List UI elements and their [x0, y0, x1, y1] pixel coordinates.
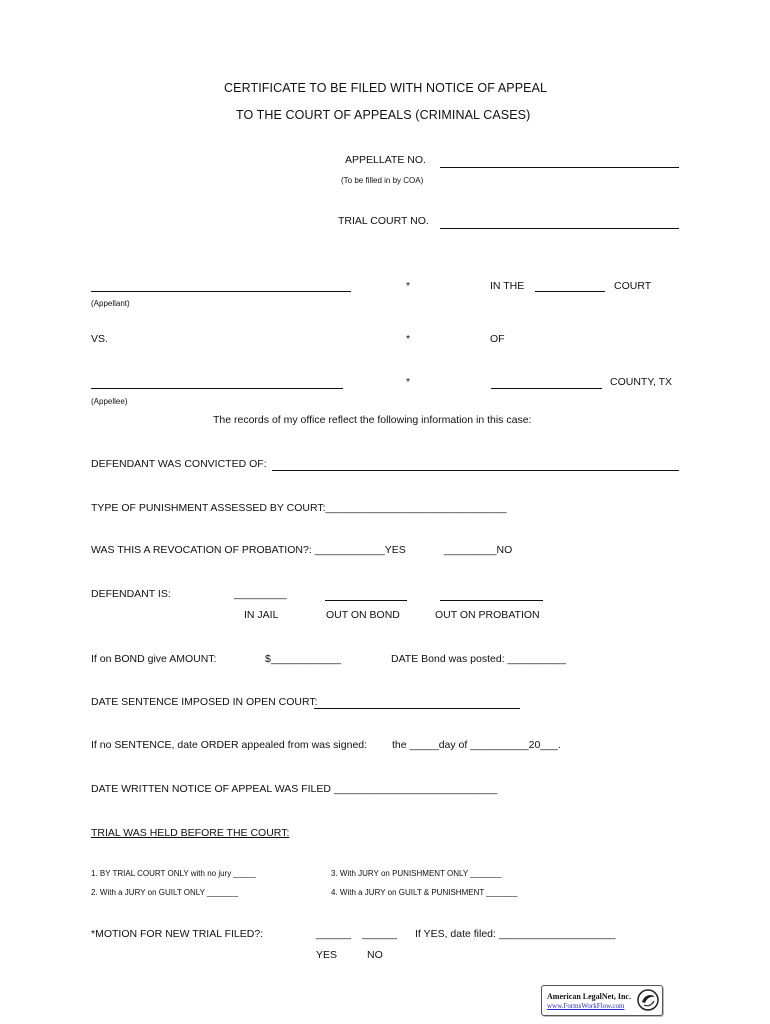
trial-option-2[interactable]: 2. With a JURY on GUILT ONLY _______ [91, 888, 239, 897]
appellant-field[interactable] [91, 291, 351, 292]
no-sentence-date-field[interactable]: the _____day of __________20___. [392, 739, 561, 751]
appellee-field[interactable] [91, 388, 343, 389]
bond-amount-field[interactable]: $____________ [265, 653, 341, 665]
motion-no-field[interactable]: ______ [362, 928, 398, 940]
appellate-no-note: (To be filled in by COA) [341, 176, 424, 185]
sentence-date-field[interactable] [314, 708, 520, 709]
form-title-line2: TO THE COURT OF APPEALS (CRIMINAL CASES) [236, 108, 531, 122]
of-label: OF [490, 333, 505, 345]
county-label: COUNTY, TX [610, 376, 673, 388]
notice-filed-field[interactable]: DATE WRITTEN NOTICE OF APPEAL WAS FILED ____________________________ [91, 783, 498, 795]
publisher-logo[interactable] [541, 985, 663, 1016]
sentence-date-label: DATE SENTENCE IMPOSED IN OPEN COURT: [91, 696, 318, 708]
motion-date-field[interactable]: If YES, date filed: ____________________ [415, 928, 616, 940]
motion-yes-field[interactable]: ______ [316, 928, 352, 940]
defendant-is-label: DEFENDANT IS: [91, 588, 171, 600]
convicted-field[interactable] [272, 470, 679, 471]
no-sentence-label: If no SENTENCE, date ORDER appealed from was signed: [91, 739, 368, 751]
globe-icon [636, 988, 660, 1012]
records-statement: The records of my office reflect the following information in this case: [213, 414, 532, 426]
appellant-caption: (Appellant) [91, 299, 130, 308]
court-name-field[interactable] [535, 291, 605, 292]
appellee-caption: (Appellee) [91, 397, 128, 406]
out-on-probation-field[interactable] [440, 600, 543, 601]
out-on-bond-field[interactable] [325, 600, 407, 601]
trial-option-1[interactable]: 1. BY TRIAL COURT ONLY with no jury _____ [91, 869, 256, 878]
out-on-probation-label: OUT ON PROBATION [435, 609, 540, 621]
appellate-no-label: APPELLATE NO. [345, 154, 426, 166]
in-jail-field[interactable]: _________ [234, 588, 287, 600]
publisher-url[interactable]: www.FormsWorkFlow.com [547, 1002, 625, 1010]
trial-held-heading: TRIAL WAS HELD BEFORE THE COURT: [91, 827, 290, 839]
trial-option-4[interactable]: 4. With a JURY on GUILT & PUNISHMENT _______ [331, 888, 518, 897]
convicted-label: DEFENDANT WAS CONVICTED OF: [91, 458, 267, 470]
in-jail-label: IN JAIL [244, 609, 279, 621]
publisher-brand: American LegalNet, Inc. [547, 992, 631, 1001]
in-the-label: IN THE [490, 280, 525, 292]
trial-court-no-label: TRIAL COURT NO. [338, 215, 429, 227]
revocation-yes-field[interactable]: WAS THIS A REVOCATION OF PROBATION?: ____________YES [91, 544, 406, 556]
trial-option-3[interactable]: 3. With JURY on PUNISHMENT ONLY _______ [331, 869, 502, 878]
trial-court-no-field[interactable] [440, 228, 679, 229]
court-label: COURT [614, 280, 652, 292]
revocation-no-field[interactable]: _________NO [444, 544, 513, 556]
bond-amount-label: If on BOND give AMOUNT: [91, 653, 217, 665]
motion-label: *MOTION FOR NEW TRIAL FILED?: [91, 928, 264, 940]
motion-yes-label: YES [316, 949, 338, 961]
vs-label: VS. [91, 333, 108, 345]
star-2: * [406, 333, 411, 345]
bond-date-field[interactable]: DATE Bond was posted: __________ [391, 653, 566, 665]
appellate-no-field[interactable] [440, 167, 679, 168]
form-title-line1: CERTIFICATE TO BE FILED WITH NOTICE OF APPEAL [224, 81, 548, 95]
out-on-bond-label: OUT ON BOND [326, 609, 400, 621]
punishment-label[interactable]: TYPE OF PUNISHMENT ASSESSED BY COURT:_______________________________ [91, 502, 507, 514]
star-1: * [406, 280, 411, 292]
star-3: * [406, 376, 411, 388]
motion-no-label: NO [367, 949, 383, 961]
county-field[interactable] [491, 388, 602, 389]
